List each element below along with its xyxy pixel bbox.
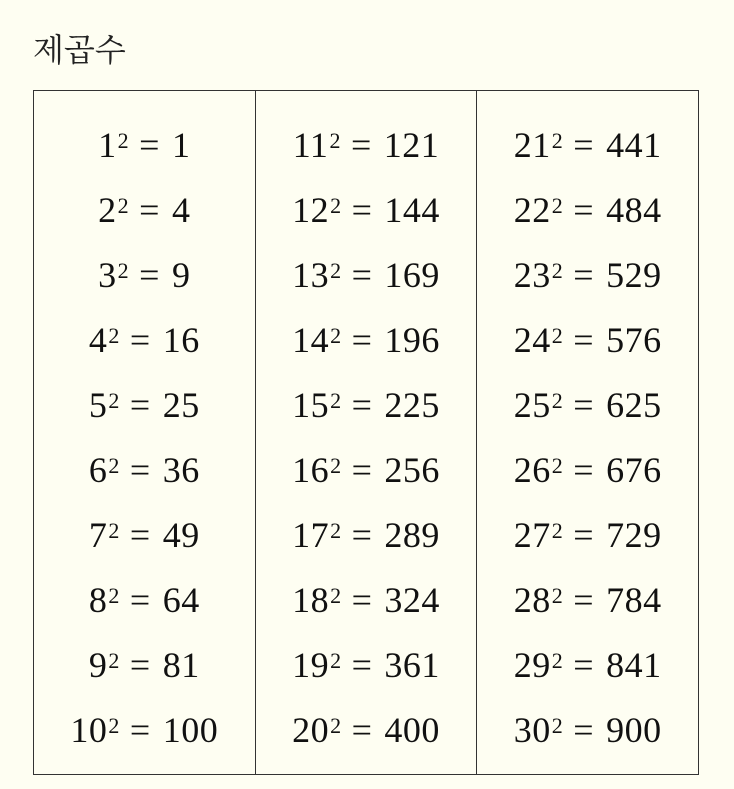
equals-sign: = <box>129 514 151 555</box>
square-exponent: 2 <box>330 582 342 608</box>
square-result: 324 <box>384 579 440 620</box>
table-row <box>34 567 255 632</box>
square-base: 13 <box>292 254 330 295</box>
square-result: 25 <box>162 384 200 425</box>
square-result: 144 <box>384 189 440 230</box>
equals-sign: = <box>573 124 595 165</box>
equals-sign: = <box>573 514 595 555</box>
table-row <box>256 437 477 502</box>
equals-sign: = <box>351 384 373 425</box>
equals-sign: = <box>129 709 151 750</box>
table-row <box>477 697 698 762</box>
equals-sign: = <box>573 709 595 750</box>
square-exponent: 2 <box>108 582 120 608</box>
square-result: 81 <box>162 644 200 685</box>
equals-sign: = <box>351 319 373 360</box>
square-base: 3 <box>98 254 117 295</box>
square-exponent: 2 <box>551 582 564 608</box>
square-result: 784 <box>606 579 662 620</box>
square-result: 4 <box>171 189 191 230</box>
square-base: 2 <box>98 189 117 230</box>
table-row <box>256 697 477 762</box>
table-row <box>477 632 698 697</box>
square-base: 8 <box>88 579 108 620</box>
square-exponent: 2 <box>330 517 342 543</box>
square-result: 441 <box>606 124 662 165</box>
square-exponent: 2 <box>117 257 130 283</box>
equals-sign: = <box>351 644 373 685</box>
square-base: 12 <box>292 189 330 230</box>
squares-table <box>33 90 699 775</box>
table-row <box>256 177 477 242</box>
square-exponent: 2 <box>551 387 564 413</box>
square-exponent: 2 <box>108 452 120 478</box>
square-result: 841 <box>606 644 662 685</box>
square-base: 6 <box>88 449 108 490</box>
table-row <box>256 632 477 697</box>
table-row <box>477 502 698 567</box>
table-row <box>477 242 698 307</box>
square-base: 1 <box>98 124 117 165</box>
table-row <box>477 567 698 632</box>
square-base: 11 <box>292 124 329 165</box>
square-result: 900 <box>606 709 662 750</box>
table-column <box>256 91 478 774</box>
square-exponent: 2 <box>330 322 342 348</box>
square-exponent: 2 <box>329 127 341 153</box>
square-exponent: 2 <box>108 387 120 413</box>
square-result: 576 <box>606 319 662 360</box>
square-exponent: 2 <box>330 647 342 673</box>
square-base: 27 <box>513 514 551 555</box>
square-exponent: 2 <box>108 517 120 543</box>
square-base: 14 <box>292 319 330 360</box>
equals-sign: = <box>351 189 373 230</box>
square-base: 30 <box>513 709 551 750</box>
square-exponent: 2 <box>108 322 120 348</box>
table-column <box>477 91 698 774</box>
square-result: 196 <box>384 319 440 360</box>
equals-sign: = <box>139 254 160 295</box>
square-exponent: 2 <box>551 517 564 543</box>
square-base: 16 <box>292 449 330 490</box>
square-exponent: 2 <box>330 257 342 283</box>
square-base: 19 <box>292 644 330 685</box>
equals-sign: = <box>573 384 595 425</box>
square-exponent: 2 <box>551 127 564 153</box>
square-result: 64 <box>162 579 200 620</box>
square-result: 289 <box>384 514 440 555</box>
equals-sign: = <box>139 124 160 165</box>
table-row <box>477 437 698 502</box>
square-exponent: 2 <box>551 192 564 218</box>
square-result: 49 <box>162 514 200 555</box>
table-row <box>256 502 477 567</box>
square-exponent: 2 <box>117 192 130 218</box>
square-base: 5 <box>88 384 108 425</box>
square-base: 25 <box>513 384 551 425</box>
equals-sign: = <box>573 254 595 295</box>
table-row <box>256 567 477 632</box>
equals-sign: = <box>129 384 151 425</box>
square-base: 9 <box>88 644 108 685</box>
equals-sign: = <box>351 254 373 295</box>
square-result: 225 <box>384 384 440 425</box>
equals-sign: = <box>351 709 373 750</box>
square-exponent: 2 <box>330 452 342 478</box>
square-result: 529 <box>606 254 662 295</box>
table-row <box>477 112 698 177</box>
square-result: 36 <box>162 449 200 490</box>
square-base: 7 <box>88 514 108 555</box>
table-row <box>34 372 255 437</box>
square-result: 484 <box>606 189 662 230</box>
table-row <box>34 502 255 567</box>
equals-sign: = <box>350 124 372 165</box>
square-base: 17 <box>292 514 330 555</box>
square-result: 729 <box>606 514 662 555</box>
equals-sign: = <box>351 579 373 620</box>
square-result: 16 <box>162 319 200 360</box>
square-base: 23 <box>513 254 551 295</box>
square-result: 676 <box>606 449 662 490</box>
square-result: 361 <box>384 644 440 685</box>
table-row <box>34 242 255 307</box>
equals-sign: = <box>573 579 595 620</box>
square-result: 9 <box>171 254 191 295</box>
table-row <box>477 177 698 242</box>
square-base: 4 <box>88 319 108 360</box>
table-row <box>34 437 255 502</box>
equals-sign: = <box>129 449 151 490</box>
table-row <box>256 112 477 177</box>
square-base: 28 <box>513 579 551 620</box>
equals-sign: = <box>573 189 595 230</box>
square-result: 100 <box>162 709 219 750</box>
table-row <box>34 632 255 697</box>
square-exponent: 2 <box>108 647 120 673</box>
equals-sign: = <box>129 644 151 685</box>
equals-sign: = <box>139 189 160 230</box>
square-result: 121 <box>383 124 440 165</box>
square-result: 625 <box>606 384 662 425</box>
table-row <box>34 307 255 372</box>
equals-sign: = <box>573 644 595 685</box>
square-result: 169 <box>384 254 440 295</box>
square-base: 15 <box>292 384 330 425</box>
table-row <box>256 242 477 307</box>
table-column <box>34 91 256 774</box>
table-row <box>256 372 477 437</box>
table-row <box>477 307 698 372</box>
square-base: 20 <box>292 709 330 750</box>
equals-sign: = <box>573 319 595 360</box>
equals-sign: = <box>129 319 151 360</box>
square-exponent: 2 <box>551 712 564 738</box>
table-row <box>256 307 477 372</box>
equals-sign: = <box>573 449 595 490</box>
square-exponent: 2 <box>551 322 564 348</box>
square-base: 26 <box>513 449 551 490</box>
square-exponent: 2 <box>330 712 342 738</box>
table-row <box>34 177 255 242</box>
equals-sign: = <box>351 449 373 490</box>
equals-sign: = <box>129 579 151 620</box>
page-title: 제곱수 <box>33 31 126 69</box>
square-exponent: 2 <box>330 387 342 413</box>
square-exponent: 2 <box>551 257 564 283</box>
square-base: 10 <box>70 709 108 750</box>
square-exponent: 2 <box>117 127 130 153</box>
square-exponent: 2 <box>108 712 120 738</box>
square-exponent: 2 <box>330 192 342 218</box>
square-result: 1 <box>171 124 191 165</box>
square-base: 21 <box>513 124 551 165</box>
table-row <box>477 372 698 437</box>
square-base: 29 <box>513 644 551 685</box>
square-result: 256 <box>384 449 440 490</box>
square-exponent: 2 <box>551 647 564 673</box>
square-base: 24 <box>513 319 551 360</box>
table-row <box>34 112 255 177</box>
equals-sign: = <box>351 514 373 555</box>
square-base: 22 <box>513 189 551 230</box>
table-row <box>34 697 255 762</box>
square-result: 400 <box>384 709 440 750</box>
square-base: 18 <box>292 579 330 620</box>
square-exponent: 2 <box>551 452 564 478</box>
